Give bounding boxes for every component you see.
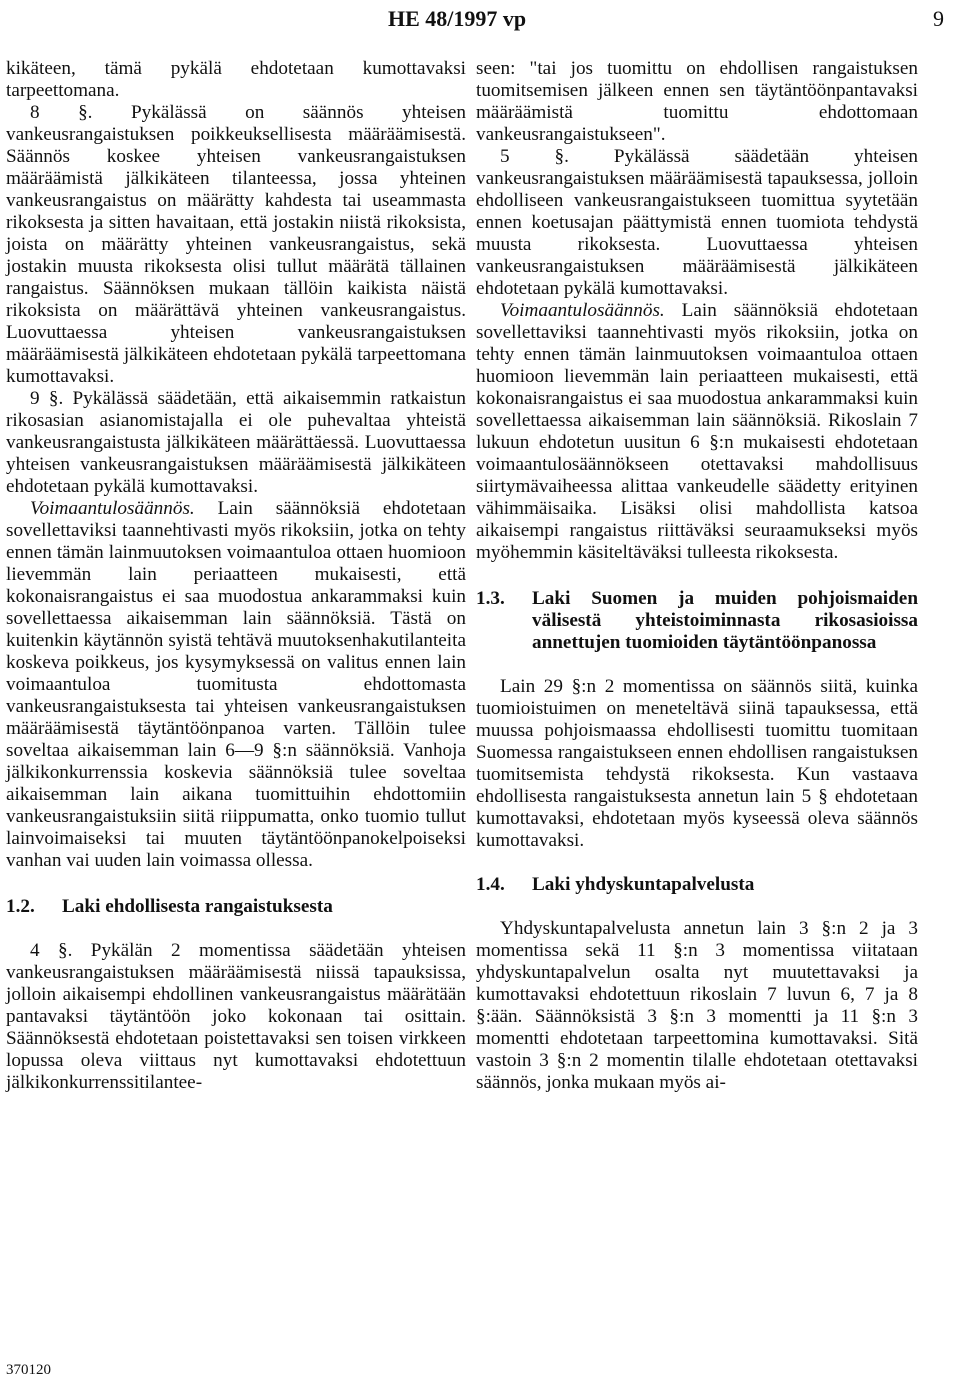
paragraph: kikäteen, tämä pykälä ehdotetaan kumottavaksi tarpeettomana.: [6, 58, 466, 101]
paragraph: 4 §. Pykälän 2 momentissa säädetään yhteisen vankeusrangaistuksen määräämisestä niissä tapauksissa, jolloin aikaisempi ehdollinen vankeusrangaistus määrätään pantavaksi täytäntöön joko kokonaan tai osittain. Säännöksestä ehdotetaan poistettavaksi sen toisen virkkeen lopussa oleva viittaus nyt kumottavaksi ehdotettuun jälkikonkurrenssitilantee-: [6, 940, 466, 1093]
section-title: Laki yhdyskuntapalvelusta: [532, 874, 755, 895]
section-number: 1.3.: [476, 588, 505, 609]
paragraph: [476, 300, 918, 564]
paragraph: 5 §. Pykälässä säädetään yhteisen vankeusrangaistuksen määräämisestä tapauksessa, jolloin ehdolliseen vankeusrangaistukseen tuomittua syytetään ennen koetusajan päättymistä ennen tuomiota tehdystä muusta rikoksesta. Luovuttaessa yhteisen vankeusrangaistuksen määräämisestä jälkikäteen ehdotetaan pykälä kumottavaksi.: [476, 146, 918, 299]
paragraph-text: Lain säännöksiä ehdotetaan sovellettaviksi taannehtivasti myös rikoksiin, jotka on tehty ennen tämän lainmuutoksen voimaantuloa ottaen huomioon lievemmän lain periaatteen mukaisesti, että kokonaisrangaistus ei saa muodostua ankarammaksi kuin sovellettaessa aikaisemman lain säännöksiä. Tästä on kuitenkin käytännön syistä tehtävä muutoksenhakutilanteita koskeva poikkeus, jos kysymyksessä on valitus ennen lain voimaantuloa tuomitusta ehdottomasta vankeusrangaistuksesta tai yhteisen vankeusrangaistuksen määräämisestä täytäntöönpanoa varten. Tällöin tulee soveltaa aikaisemman lain 6—9 §:n säännöksiä. Vanhoja jälkikonkurrenssia koskevia säännöksiä tulee soveltaa aikaisemman lain aikana tuomittuihin ehdottomiin vankeusrangaistuksiin siitä riippumatta, onko tuomio tullut lainvoimaiseksi tai muuten täytäntöönpanokelpoiseksi vanhan vai uuden lain voimassa ollessa.: [6, 498, 466, 871]
paragraph: Lain 29 §:n 2 momentissa on säännös siitä, kuinka tuomioistuimen on meneteltävä siinä tapauksessa, että muussa pohjoismaassa ehdollisesti tuomittu tuomitaan Suomessa rangaistukseen ennen ehdollisen rangaistuksen tuomitsemista tehdystä rikoksesta. Kun vastaava ehdollisesta rangaistuksesta annetun lain 5 § ehdotetaan kumottavaksi, ehdotetaan myös kyseessä oleva säännös kumottavaksi.: [476, 676, 918, 851]
right-column: [476, 58, 918, 1094]
page-number: 9: [933, 6, 944, 31]
paragraph: 8 §. Pykälässä on säännös yhteisen vankeusrangaistuksen poikkeuksellisesta määräämisestä. Säännös koskee yhteisen vankeusrangaistuksen määräämistä jälkikäteen tilanteessa, jossa yhteinen vankeusrangaistus on määrätty kahdesta tai useammasta rikoksesta ja sitten havaitaan, että jostakin niistä rikoksista, joista on määrätty yhteinen vankeusrangaistus, sekä jostakin muusta rikoksesta olisi tullut määrätä tällainen rangaistus. Säännöksen mukaan tällöin kaikista näistä rikoksista on määrättävä yhteinen vankeusrangaistus. Luovuttaessa yhteisen vankeusrangaistuksen määräämisestä jälkikäteen ehdotetaan pykälä tarpeettomana kumottavaksi.: [6, 102, 466, 387]
section-title: Laki Suomen ja muiden pohjoismaiden välisestä yhteistoiminnasta rikosasioissa annettujen tuomioiden täytäntöönpanossa: [532, 588, 918, 653]
section-number: 1.2.: [6, 896, 35, 917]
section-heading: [6, 896, 466, 918]
paragraph: 9 §. Pykälässä säädetään, että aikaisemmin ratkaistun rikosasian asianomistajalla ei ole puhevaltaa yhteistä vankeusrangaistusta jälkikäteen määrättäessä. Luovuttaessa yhteisen vankeusrangaistuksen määräämisestä jälkikäteen ehdotetaan pykälä kumottavaksi.: [6, 388, 466, 497]
section-heading: [476, 588, 918, 654]
paragraph: seen: "tai jos tuomittu on ehdollisen rangaistuksen tuomitsemisen jälkeen ennen sen täytäntöönpantavaksi määräämistä tuomittu ehdottomaan vankeusrangaistukseen".: [476, 58, 918, 145]
paragraph-text: Lain säännöksiä ehdotetaan sovellettaviksi taannehtivasti myös rikoksiin, jotka on tehty ennen tämän lainmuutoksen voimaantuloa ottaen huomioon lievemmän lain periaatteen mukaisesti, että kokonaisrangaistus ei saa muodostua ankarammaksi kuin sovellettaessa aikaisemman lain säännöksiä. Rikoslain 7 lukuun ehdotetun uusitun 6 §:n mukaisesti ehdotetaan voimaantulosäännökseen otettavaksi mahdollisuus siirtymävaiheessa alittaa vankeudelle säädetty erityinen vähimmäisaika. Lisäksi olisi mahdollista katsoa aikaisempi rangaistus riittäväksi seuraamukseksi myös myöhemmin käsiteltäväksi tulleesta rikoksesta.: [476, 300, 918, 563]
page-header: [0, 6, 960, 30]
document-id: HE 48/1997 vp: [388, 6, 527, 31]
left-column: [6, 58, 466, 1094]
section-heading: [476, 874, 918, 896]
section-number: 1.4.: [476, 874, 505, 895]
section-label: Voimaantulosäännös.: [30, 498, 195, 519]
page-footer-code: 370120: [6, 1362, 51, 1378]
paragraph: [6, 498, 466, 872]
paragraph: Yhdyskuntapalvelusta annetun lain 3 §:n 2 ja 3 momentissa sekä 11 §:n 3 momentissa viitataan yhdyskuntapalvelun osalta nyt muutettavaksi ja kumottavaksi ehdotettuun rikoslain 7 luvun 6, 7 ja 8 §:ään. Säännöksistä 3 §:n 3 momentti ja 11 §:n 3 momentti ehdotetaan tarpeettomina kumottavaksi. Sitä vastoin 3 §:n 2 momentin tilalle ehdotetaan otettavaksi säännös, jonka mukaan myös ai-: [476, 918, 918, 1093]
section-label: Voimaantulosäännös.: [500, 300, 665, 321]
section-title: Laki ehdollisesta rangaistuksesta: [62, 896, 333, 917]
